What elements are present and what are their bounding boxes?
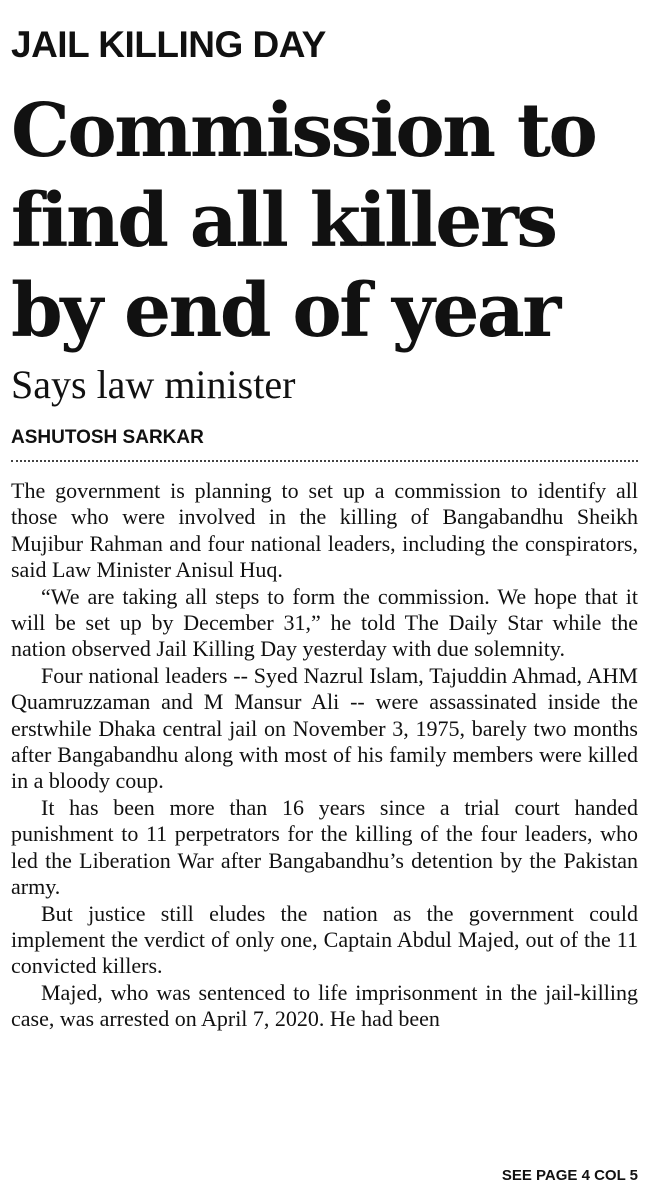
headline-line: by end of year bbox=[11, 268, 559, 354]
article-body bbox=[11, 478, 638, 1033]
subheadline: Says law minister bbox=[11, 362, 296, 407]
byline: ASHUTOSH SARKAR bbox=[11, 427, 204, 448]
headline bbox=[11, 86, 638, 356]
article-paragraph: Four national leaders -- Syed Nazrul Islam, Tajuddin Ahmad, AHM Quamruzzaman and M Mansur Ali -- were assassinated inside the erstwhile Dhaka central jail on November 3, 1975, barely two months after Bangabandhu along with most of his family members were killed in a bloody coup. bbox=[11, 662, 638, 794]
article-paragraph: It has been more than 16 years since a trial court handed punishment to 11 perpetrators for the killing of the four leaders, who led the Liberation War after Bangabandhu’s detention by the Pakistan army. bbox=[11, 794, 638, 900]
continuation-jump-line: SEE PAGE 4 COL 5 bbox=[501, 1167, 638, 1184]
article-paragraph: “We are taking all steps to form the commission. We hope that it will be set up by December 31,” he told The Daily Star while the nation observed Jail Killing Day yesterday with due solemnity. bbox=[11, 583, 638, 662]
kicker-label: JAIL KILLING DAY bbox=[11, 24, 326, 65]
headline-line: find all killers bbox=[11, 178, 556, 264]
headline-line: Commission to bbox=[11, 88, 596, 174]
dotted-divider bbox=[11, 460, 638, 462]
article-paragraph: The government is planning to set up a commission to identify all those who were involved in the killing of Bangabandhu Sheikh Mujibur Rahman and four national leaders, including the conspirators, said Law Minister Anisul Huq. bbox=[11, 478, 638, 583]
article-paragraph: Majed, who was sentenced to life imprisonment in the jail-killing case, was arrested on April 7, 2020. He had been bbox=[11, 979, 638, 1032]
article-paragraph: But justice still eludes the nation as the government could implement the verdict of only one, Captain Abdul Majed, out of the 11 convicted killers. bbox=[11, 900, 638, 979]
